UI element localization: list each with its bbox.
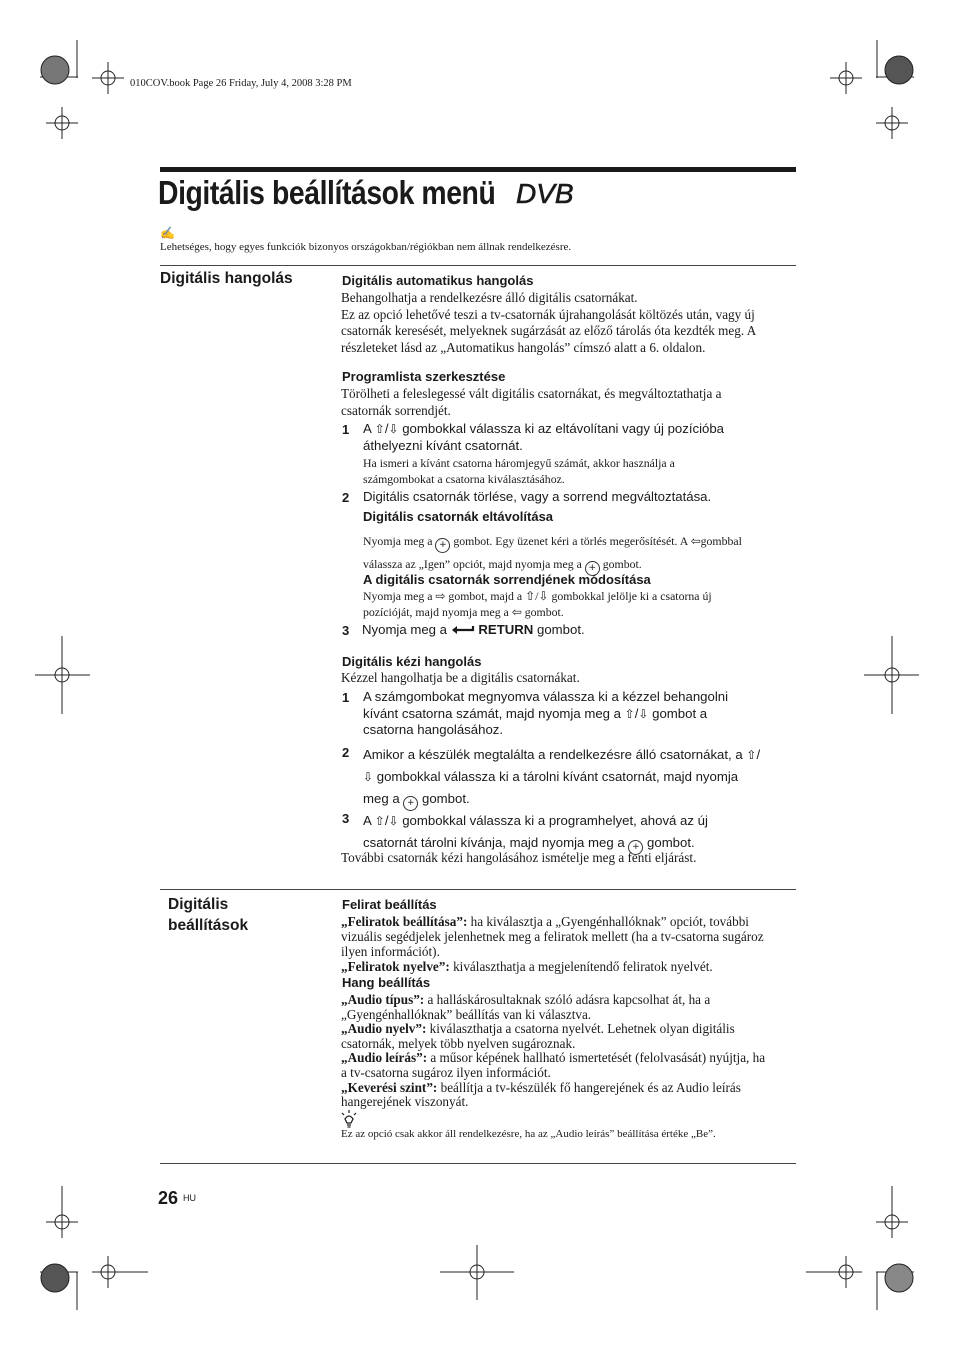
remove-channels-title: Digitális csatornák eltávolítása <box>363 509 554 524</box>
tip-text: Ez az opció csak akkor áll rendelkezésre, ha az „Audio leírás” beállítása értéke „Be”. <box>341 1128 716 1140</box>
manual-step-1: A számgombokat megnyomva válassza ki a kézzel behangolni kívánt csatorna számát, majd nyomja meg a ⇧/⇩ gombot a csatorna hangolásához. <box>363 689 729 737</box>
subtitle-settings-title: Felirat beállítás <box>342 897 437 912</box>
step-number: 3 <box>342 811 350 826</box>
program-list-edit-intro: Törölheti a feleslegessé vált digitális csatornákat, és megváltoztathatja a csatornák sorrendjét. <box>341 386 722 418</box>
manual-step-2: Amikor a készülék megtalálta a rendelkezésre álló csatornákat, a ⇧/ ⇩ gombokkal válassza ki a tárolni kívánt csatornát, majd nyomja meg a + gombot. <box>363 744 760 811</box>
ok-button-icon: + <box>435 538 450 553</box>
ok-button-icon: + <box>403 796 418 811</box>
program-list-edit-title: Programlista szerkesztése <box>342 369 506 384</box>
up-arrow-icon: ⇧ <box>374 422 385 436</box>
ok-button-icon: + <box>585 561 600 576</box>
left-arrow-icon: ⇦ <box>690 534 701 548</box>
auto-tuning-title: Digitális automatikus hangolás <box>342 273 534 288</box>
right-arrow-icon: ⇨ <box>435 589 446 603</box>
step-number: 3 <box>342 623 350 638</box>
manual-tuning-intro: Kézzel hangolhatja be a digitális csatornákat. <box>341 670 580 685</box>
edit-step-1-note: Ha ismeri a kívánt csatorna háromjegyű számát, akkor használja a számgombokat a csatorna kiválasztásához. <box>363 456 675 486</box>
up-arrow-icon: ⇧ <box>746 748 757 762</box>
manual-tuning-title: Digitális kézi hangolás <box>342 654 482 669</box>
section-title-settings: Digitális beállítások <box>168 896 249 934</box>
section-divider <box>160 265 796 266</box>
left-arrow-icon: ⇦ <box>511 605 522 619</box>
page-number: 26 <box>158 1188 179 1208</box>
note-text: Lehetséges, hogy egyes funkciók bizonyos országokban/régiókban nem állnak rendelkezésre. <box>160 241 572 253</box>
down-arrow-icon: ⇩ <box>638 706 649 721</box>
step-number: 2 <box>342 745 350 760</box>
step-number: 1 <box>342 422 350 437</box>
dvb-logo <box>516 178 578 208</box>
down-arrow-icon: ⇩ <box>538 589 549 603</box>
svg-text:DVB: DVB <box>516 178 574 208</box>
step-number: 1 <box>342 690 350 705</box>
page-title: Digitális beállítások menü <box>158 174 496 211</box>
step-number: 2 <box>342 490 350 505</box>
section-title-tuning: Digitális hangolás <box>160 270 293 287</box>
section-divider <box>160 1163 796 1164</box>
audio-settings-desc: „Audio típus”: a halláskárosultaknak szóló adásra kapcsolhat át, ha a „Gyengénhallóknak” beállítás van ki választva. „Audio nyelv”: kiválaszthatja a csatorna nyelvét. Lehetnek olyan digitális csatornák, melyek több nyelven sugároznak. „Audio leírás”: a műsor képének hallható ismertetését (felolvasását) nyújtja, ha a tv-csatorna sugároz ilyen információt. „Keverési szint”: beállítja a tv-készülék fő hangerejének és az Audio leírás hangerejének viszonyát. <box>341 992 766 1110</box>
lightbulb-tip-icon <box>341 1110 357 1128</box>
down-arrow-icon: ⇩ <box>388 814 399 828</box>
edit-step-1: A ⇧/⇩ gombokkal válassza ki az eltávolítani vagy új pozícióba áthelyezni kívánt csatornát. <box>363 421 725 453</box>
reorder-channels-title: A digitális csatornák sorrendjének módosítása <box>363 572 651 587</box>
pencil-note-icon: ✍ <box>160 226 175 240</box>
down-arrow-icon: ⇩ <box>388 422 399 436</box>
manual-step-3: A ⇧/⇩ gombokkal válassza ki a programhelyet, ahová az új csatornát tárolni kívánja, majd nyomja meg a + gombot. <box>363 810 708 855</box>
subtitle-settings-desc: „Feliratok beállítása”: ha kiválasztja a „Gyengénhallóknak” opciót, további vizuális segédjelek jelenhetnek meg a feliratok mellett (ha a tv-csatorna sugároz ilyen információt). „Feliratok nyelve”: kiválaszthatja a megjelenítendő feliratok nyelvét. <box>341 914 764 974</box>
reorder-channels-desc: Nyomja meg a ⇨ gombot, majd a ⇧/⇩ gombokkal jelölje ki a csatorna új pozícióját, majd nyomja meg a ⇦ gombot. <box>363 589 712 619</box>
audio-settings-title: Hang beállítás <box>342 975 431 990</box>
down-arrow-icon: ⇩ <box>363 770 374 784</box>
title-rule <box>160 167 796 172</box>
remove-channels-desc: Nyomja meg a + gombot. Egy üzenet kéri a törlés megerősítését. A ⇦gombbal válassza az „Igen” opciót, majd nyomja meg a + gombot. <box>363 530 742 576</box>
ok-button-icon: + <box>628 840 643 855</box>
up-arrow-icon: ⇧ <box>374 814 385 828</box>
up-arrow-icon: ⇧ <box>525 589 536 603</box>
manual-tuning-outro: További csatornák kézi hangolásához ismételje meg a fenti eljárást. <box>341 850 697 865</box>
edit-step-2: Digitális csatornák törlése, vagy a sorrend megváltoztatása. <box>363 489 712 504</box>
edit-step-3: Nyomja meg a RETURN gombot. <box>362 622 585 637</box>
section-divider <box>160 889 796 890</box>
book-info-header: 010COV.book Page 26 Friday, July 4, 2008 3:28 PM <box>130 78 352 89</box>
page-language: HU <box>183 1193 196 1203</box>
return-icon <box>451 623 475 635</box>
auto-tuning-desc: Behangolhatja a rendelkezésre álló digitális csatornákat. Ez az opció lehetővé teszi a tv-csatornák újrahangolását költözés után, vagy új csatornák keresését, melyeknek sugárzását az előző tárolás óta kezdték meg. A részleteket lásd az „Automatikus hangolás” címszó alatt a 6. oldalon. <box>341 290 757 355</box>
up-arrow-icon: ⇧ <box>624 706 635 721</box>
